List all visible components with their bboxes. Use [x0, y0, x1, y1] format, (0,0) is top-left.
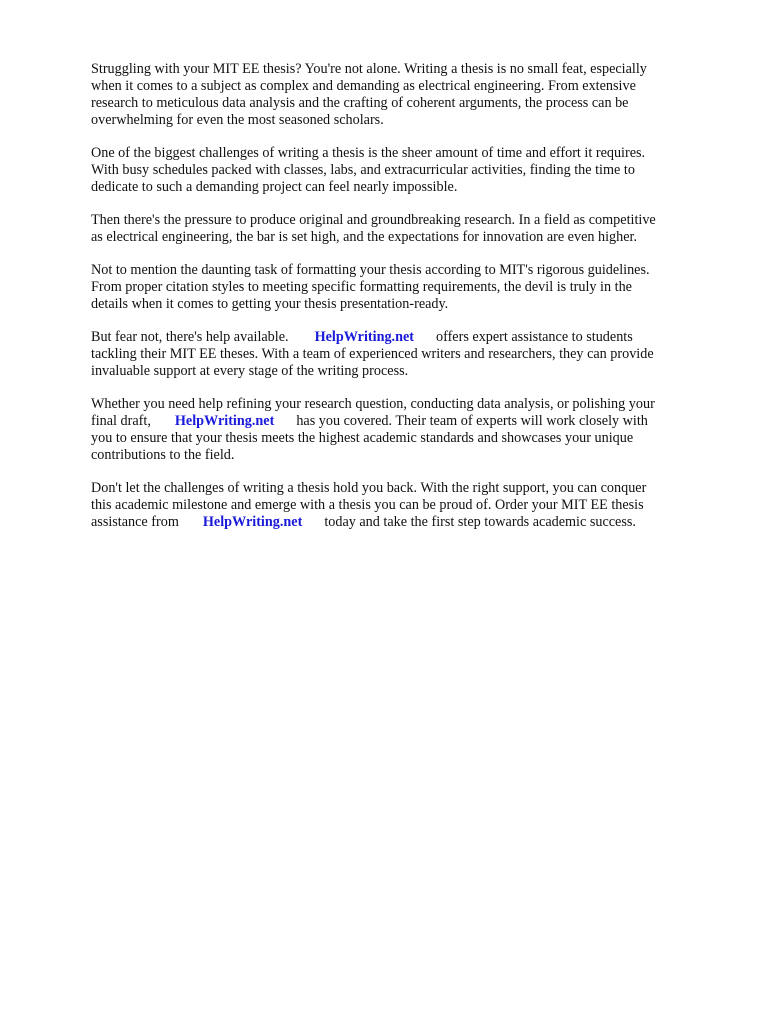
text-line [91, 413, 711, 430]
text-line: research to meticulous data analysis and the crafting of coherent arguments, the process can be [91, 95, 629, 111]
helpwriting-link[interactable]: HelpWriting.net [314, 329, 415, 345]
text-line: you to ensure that your thesis meets the highest academic standards and showcases your unique [91, 430, 634, 446]
text-line: Then there's the pressure to produce original and groundbreaking research. In a field as competitive [91, 212, 656, 228]
text-line [91, 329, 711, 346]
text-line: From proper citation styles to meeting specific formatting requirements, the devil is truly in the [91, 279, 632, 295]
text-line: as electrical engineering, the bar is set high, and the expectations for innovation are even higher. [91, 229, 638, 245]
text-segment: But fear not, there's help available. [91, 329, 289, 345]
paragraph-7 [91, 480, 711, 531]
text-line: contributions to the field. [91, 447, 235, 463]
text-segment: offers expert assistance to students [436, 329, 633, 345]
paragraph-2 [91, 145, 711, 196]
helpwriting-link[interactable]: HelpWriting.net [202, 514, 303, 530]
text-line: dedicate to such a demanding project can feel nearly impossible. [91, 179, 458, 195]
text-segment: today and take the first step towards academic success. [324, 514, 636, 530]
text-line: invaluable support at every stage of the writing process. [91, 363, 409, 379]
text-segment: assistance from [91, 514, 179, 530]
helpwriting-link[interactable]: HelpWriting.net [174, 413, 275, 429]
text-line: tackling their MIT EE theses. With a team of experienced writers and researchers, they can provide [91, 346, 654, 362]
text-line: With busy schedules packed with classes, labs, and extracurricular activities, finding the time to [91, 162, 635, 178]
text-line: when it comes to a subject as complex and demanding as electrical engineering. From extensive [91, 78, 636, 94]
document-body [91, 61, 711, 547]
paragraph-5 [91, 329, 711, 380]
text-line: Not to mention the daunting task of formatting your thesis according to MIT's rigorous guidelines. [91, 262, 650, 278]
text-line: Whether you need help refining your research question, conducting data analysis, or polishing your [91, 396, 655, 412]
text-line: overwhelming for even the most seasoned scholars. [91, 112, 384, 128]
paragraph-1 [91, 61, 711, 129]
text-line: One of the biggest challenges of writing a thesis is the sheer amount of time and effort it requires. [91, 145, 646, 161]
text-line [91, 514, 711, 531]
text-line: Struggling with your MIT EE thesis? You're not alone. Writing a thesis is no small feat, especially [91, 61, 647, 77]
text-line: details when it comes to getting your thesis presentation-ready. [91, 296, 449, 312]
text-segment: has you covered. Their team of experts will work closely with [296, 413, 648, 429]
text-segment: final draft, [91, 413, 151, 429]
text-line: this academic milestone and emerge with a thesis you can be proud of. Order your MIT EE thesis [91, 497, 644, 513]
paragraph-4 [91, 262, 711, 313]
paragraph-6 [91, 396, 711, 464]
text-line: Don't let the challenges of writing a thesis hold you back. With the right support, you can conquer [91, 480, 647, 496]
paragraph-3 [91, 212, 711, 246]
